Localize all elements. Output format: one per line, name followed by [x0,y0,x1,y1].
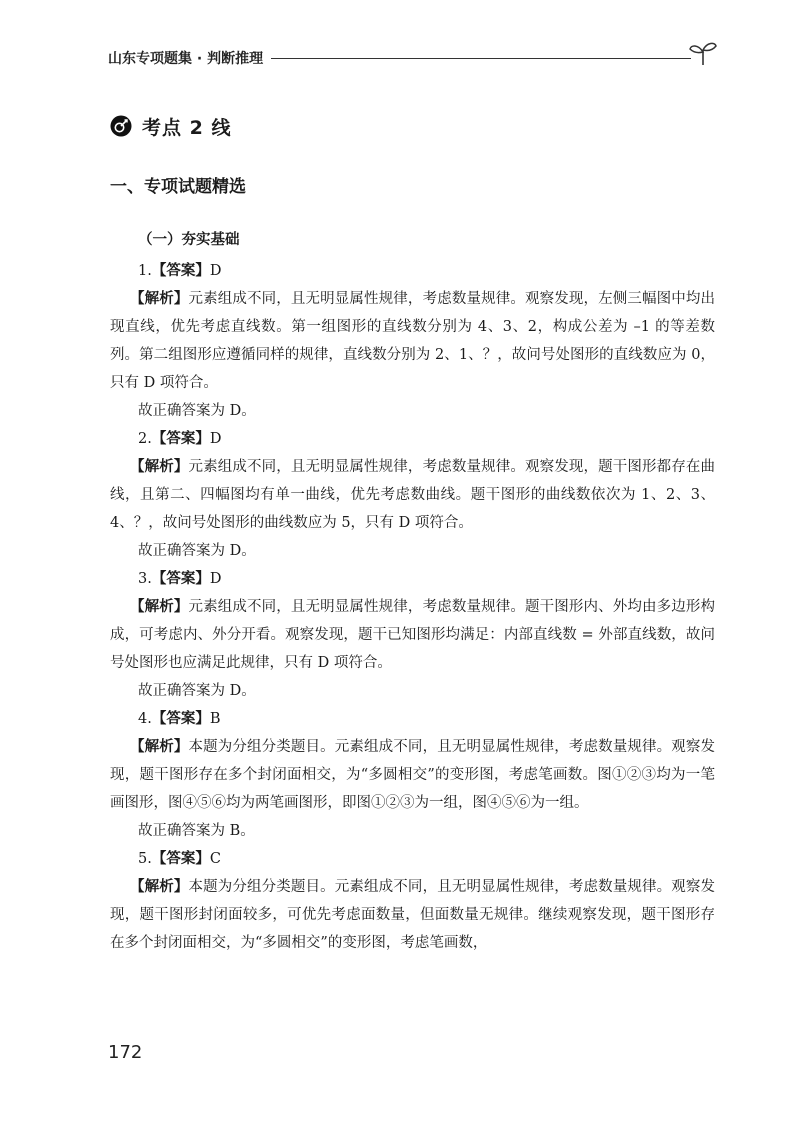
answer-label: 【答案】 [151,711,210,727]
subsection-title: （一）夯实基础 [138,232,240,248]
section-title: 一、专项试题精选 [110,177,246,197]
answer-line [110,425,715,453]
answer-label: 【答案】 [151,263,210,279]
analysis-paragraph [110,873,715,957]
conclusion-line: 故正确答案为 D。 [138,403,256,419]
analysis-text: 本题为分组分类题目。元素组成不同，且无明显属性规律，考虑数量规律。观察发现，题干图形存在多个封闭面相交，为“多圆相交”的变形图，考虑笔画数。图①②③均为一笔画图形，图④⑤⑥均为两笔画图形，即图①②③为一组，图④⑤⑥为一组。 [110,739,715,811]
analysis-label: 【解析】 [130,599,189,615]
item-number: 2. [138,431,152,447]
item-number: 5. [138,851,152,867]
answer-line [110,845,715,873]
answer-label: 【答案】 [151,431,210,447]
conclusion-line: 故正确答案为 D。 [138,543,256,559]
running-header [108,40,720,70]
answer-value: D [209,263,222,279]
answer-value: D [209,571,222,587]
analysis-text: 元素组成不同，且无明显属性规律，考虑数量规律。观察发现，题干图形都存在曲线，且第二、四幅图均有单一曲线，优先考虑数曲线。题干图形的曲线数依次为 1、2、3、4、？，故问号处图形的曲线数应为 5，只有 D 项符合。 [110,459,715,531]
analysis-label: 【解析】 [130,739,189,755]
answer-value: D [209,431,222,447]
analysis-label: 【解析】 [130,291,189,307]
sprout-icon [688,40,718,66]
answer-line [110,565,715,593]
analysis-paragraph [110,285,715,397]
analysis-label: 【解析】 [130,879,189,895]
answer-value: B [209,711,221,727]
answer-line [110,705,715,733]
item-number: 4. [138,711,152,727]
answer-line [110,257,715,285]
analysis-text: 本题为分组分类题目。元素组成不同，且无明显属性规律，考虑数量规律。观察发现，题干图形封闭面较多，可优先考虑面数量，但面数量无规律。继续观察发现，题干图形存在多个封闭面相交，为“多圆相交”的变形图，考虑笔画数， [110,879,715,951]
header-title: 山东专项题集 · 判断推理 [108,51,264,67]
target-icon [110,115,132,137]
answer-content [110,257,715,957]
analysis-paragraph [110,593,715,677]
item-number: 3. [138,571,152,587]
header-rule [271,58,691,59]
item-number: 1. [138,263,152,279]
analysis-text: 元素组成不同，且无明显属性规律，考虑数量规律。观察发现，左侧三幅图中均出现直线，优先考虑直线数。第一组图形的直线数分别为 4、3、2，构成公差为 –1 的等差数列。第二组图形应遵循同样的规律，直线数分别为 2、1、？，故问号处图形的直线数应为 0，只有 D 项符合。 [110,291,715,391]
answer-value: C [209,851,221,867]
conclusion-line: 故正确答案为 D。 [138,683,256,699]
answer-label: 【答案】 [151,571,210,587]
answer-label: 【答案】 [151,851,210,867]
analysis-paragraph [110,453,715,537]
analysis-label: 【解析】 [130,459,189,475]
topic-heading [110,112,231,140]
page-number: 172 [108,1042,143,1063]
topic-title: 考点 2 线 [142,116,232,139]
analysis-text: 元素组成不同，且无明显属性规律，考虑数量规律。题干图形内、外均由多边形构成，可考虑内、外分开看。观察发现，题干已知图形均满足：内部直线数 = 外部直线数，故问号处图形也应满足此规律，只有 D 项符合。 [110,599,715,671]
analysis-paragraph [110,733,715,817]
conclusion-line: 故正确答案为 B。 [138,823,255,839]
